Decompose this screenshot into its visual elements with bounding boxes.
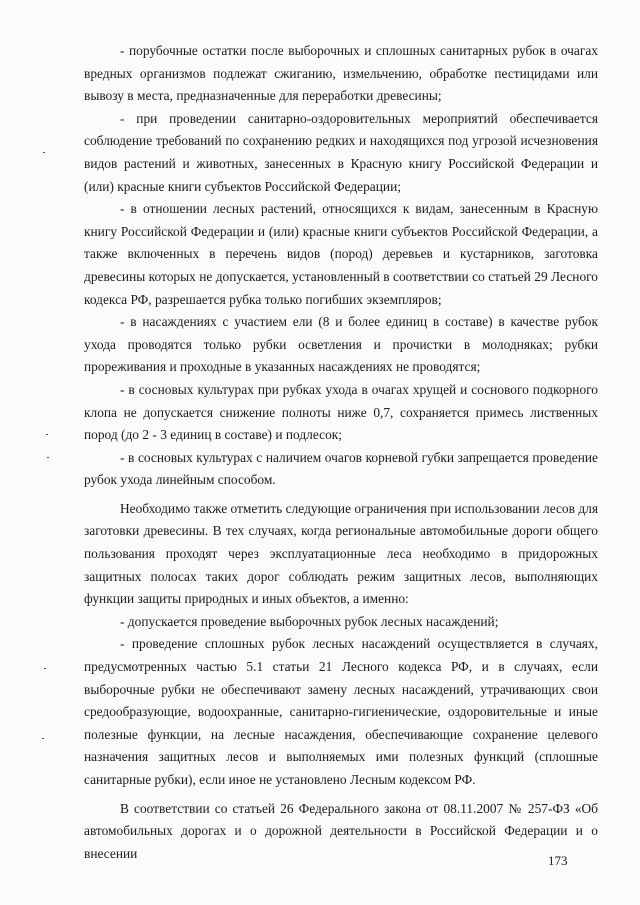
paragraph-7: Необходимо также отметить следующие ограничения при использовании лесов для заготовки древесины. В тех случаях, когда региональные автомобильные дороги общего пользования проходят через эксплуатационные леса необходимо в придорожных защитных полосах таких дорог соблюдать режим защитных лесов, выполняющих функции защиты природных и иных объектов, а именно:: [84, 500, 598, 607]
scan-speck: [43, 152, 45, 153]
scan-speck: [44, 668, 46, 669]
scan-speck: [42, 738, 44, 739]
paragraph-2: - при проведении санитарно-оздоровительных мероприятий обеспечивается соблюдение требований по сохранению редких и находящихся под угрозой исчезновения видов растений и животных, занесенных в Красную книгу Российской Федерации и (или) красные книги субъектов Российской Федерации;: [84, 110, 598, 194]
paragraph-1: - порубочные остатки после выборочных и сплошных санитарных рубок в очагах вредных организмов подлежат сжиганию, измельчению, обработке пестицидами или вывозу в места, предназначенные для переработки древесины;: [84, 43, 598, 104]
paragraph-4: - в насаждениях с участием ели (8 и более единиц в составе) в качестве рубок ухода проводятся только рубки осветления и прочистки в молодняках; рубки прореживания и проходные в указанных насаждениях не проводятся;: [84, 314, 598, 375]
paragraph-3: - в отношении лесных растений, относящихся к видам, занесенным в Красную книгу Российской Федерации и (или) красные книги субъектов Российской Федерации, а также включенных в перечень видов (пород) деревьев и кустарников, заготовка древесины которых не допускается, установленный в соответствии со статьей 29 Лесного кодекса РФ, разрешается рубка только погибших экземпляров;: [84, 201, 598, 307]
scan-speck: [47, 457, 49, 458]
paragraph-5: - в сосновых культурах при рубках ухода в очагах хрущей и соснового подкорного клопа не допускается снижение полноты ниже 0,7, сохраняется примесь лиственных пород (до 2 - 3 единиц в составе) и подлесок;: [84, 381, 598, 443]
body-text: [84, 40, 598, 865]
scan-speck: [46, 434, 48, 435]
page-number: 173: [548, 853, 568, 868]
paragraph-8: - допускается проведение выборочных рубок лесных насаждений;: [120, 613, 499, 629]
paragraph-10: В соответствии со статьей 26 Федерального закона от 08.11.2007 № 257-ФЗ «Об автомобильных дорогах и о дорожной деятельности в Российской Федерации и о внесении: [84, 800, 598, 861]
paragraph-9: - проведение сплошных рубок лесных насаждений осуществляется в случаях, предусмотренных частью 5.1 статьи 21 Лесного кодекса РФ, и в случаях, если выборочные рубки не обеспечивают замену лесных насаждений, утрачивающих свои средообразующие, водоохранные, санитарно-гигиенические, оздоровительные и иные полезные функции, на лесные насаждения, обеспечивающие сохранение целевого назначения защитных лесов и выполняемых ими полезных функций (сплошные санитарные рубки), если иное не установлено Лесным кодексом РФ.: [84, 636, 598, 787]
paragraph-6: - в сосновых культурах с наличием очагов корневой губки запрещается проведение рубок ухода линейным способом.: [84, 449, 598, 488]
